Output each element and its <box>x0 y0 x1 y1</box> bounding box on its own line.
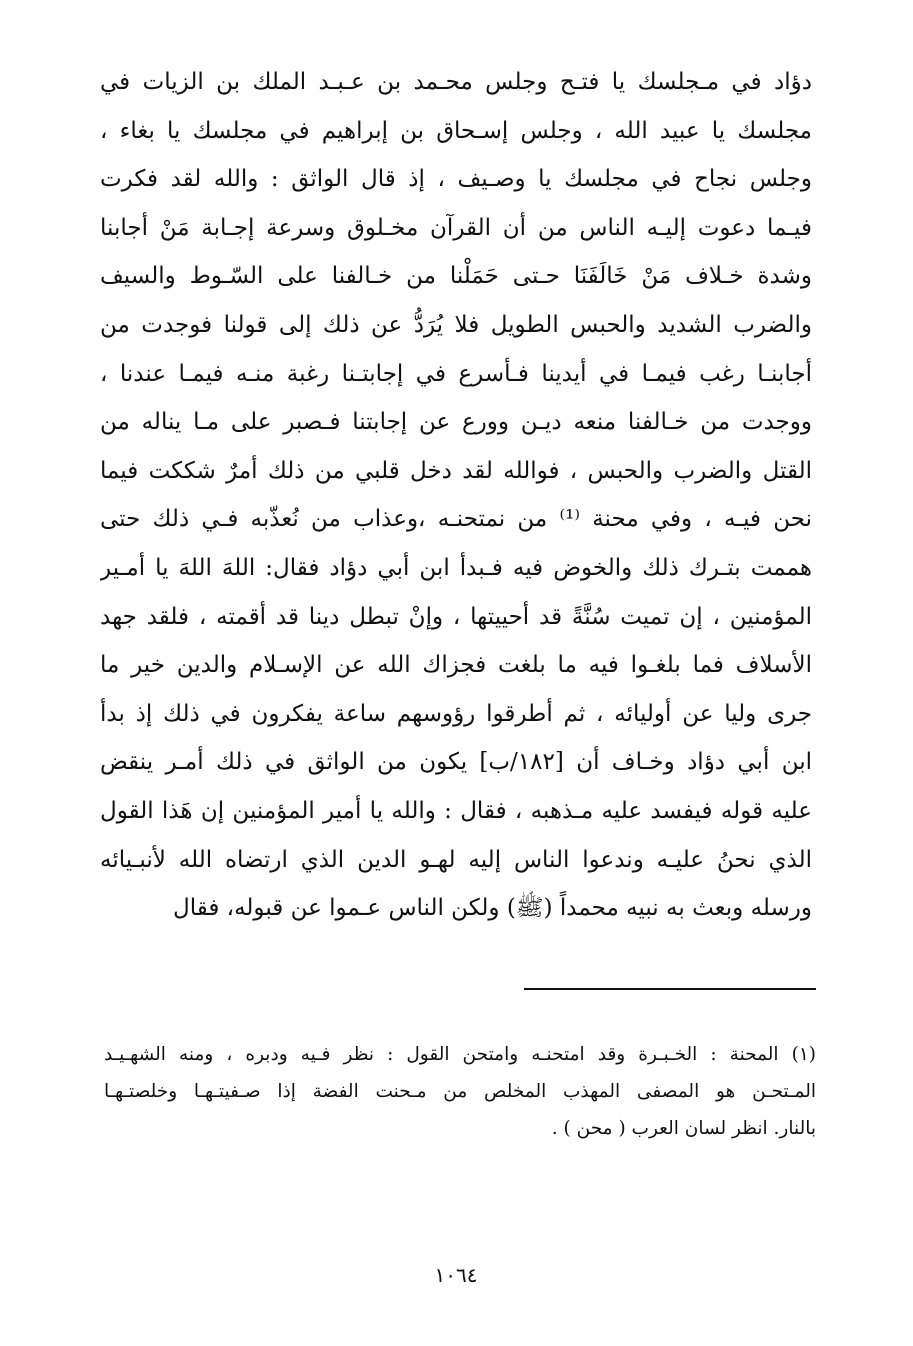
text-line: المؤمنين ، إن تميت سُنَّةً قد أحييتها ، وإنْ تبطل دينا قد أقمته ، فلقد جهد <box>100 603 812 630</box>
text-line: والضرب الشديد والحبس الطويل فلا يُرَدُّ عن ذلك إلى قولنا فوجدت من <box>100 311 812 338</box>
text-line: عليه قوله فيفسد عليه مـذهبه ، فقال : والله يا أمير المؤمنين إن هَذا القول <box>100 797 812 824</box>
text-line: نحن فيـه ، وفي محنة ⁽¹⁾ من نمتحنـه ،وعذاب من نُعذّبه فـي ذلك حتى <box>100 506 812 533</box>
text-line: الأسلاف فما بلغـوا فيه ما بلغت فجزاك الله عن الإسـلام والدين خير ما <box>100 652 812 679</box>
text-line: وشدة خـلاف مَنْ خَالَفَنَا حـتى حَمَلْنا من خـالفنا على السّـوط والسيف <box>100 263 812 290</box>
text-line: القتل والضرب والحبس ، فوالله لقد دخل قلبي من ذلك أمرٌ شككت فيما <box>100 457 812 484</box>
text-line: الذي نحنُ عليـه وندعوا الناس إليه لهـو الدين الذي ارتضاه الله لأنبـيائه <box>100 846 812 873</box>
text-line: وجلس نجاح في مجلسك يا وصـيف ، إذ قال الواثق : والله لقد فكرت <box>100 166 812 193</box>
footnote-divider <box>524 988 816 990</box>
text-line: أجابنـا رغب فيمـا في أيدينا فـأسرع في إجابتـنا رغبة منـه فيمـا عندنا ، <box>100 360 812 387</box>
text-line: ورسله وبعث به نبيه محمداً (ﷺ) ولكن الناس عـموا عن قبوله، فقال <box>173 895 812 922</box>
page-number: ١٠٦٤ <box>434 1263 478 1287</box>
text-line: ووجدت من خـالفنا منعه ديـن وورع عن إجابتنا فـصبر على مـا يناله من <box>100 409 812 436</box>
footnote-line: (١) المحنة : الخـبـرة وقد امتحنـه وامتحن القول : نظر فـيه ودبره ، ومنه الشهـيـد <box>104 1044 816 1065</box>
text-line: مجلسك يا عبيد الله ، وجلس إسـحاق بن إبراهيم في مجلسك يا بغاء ، <box>100 117 812 144</box>
text-line: فيـما دعوت إليـه الناس من أن القرآن مخـلوق وسرعة إجـابة مَنْ أجابنا <box>100 214 812 241</box>
footnote-line: بالنار. انظر لسان العرب ( محن ) . <box>551 1118 816 1139</box>
text-line: ابن أبي دؤاد وخـاف أن [١٨٢/ب] يكون من الواثق في ذلك أمـر ينقض <box>100 749 812 776</box>
footnote-line: المـتحـن هو المصفى المهذب المخلص من مـحنت الفضة إذا صـفيتـهـا وخلصتـهـا <box>104 1081 816 1102</box>
text-line: هممت بتـرك ذلك والخوض فيه فـبدأ ابن أبي دؤاد فقال: اللهَ اللهَ يا أمـير <box>100 554 812 581</box>
main-text <box>100 58 812 933</box>
text-line: جرى وليا عن أوليائه ، ثم أطرقوا رؤوسهم ساعة يفكرون في ذلك إذ بدأ <box>100 700 812 727</box>
text-line: دؤاد في مـجلسك يا فتـح وجلس محـمد بن عـبـد الملك بن الزيات في <box>100 69 812 95</box>
footnotes <box>104 1036 816 1147</box>
